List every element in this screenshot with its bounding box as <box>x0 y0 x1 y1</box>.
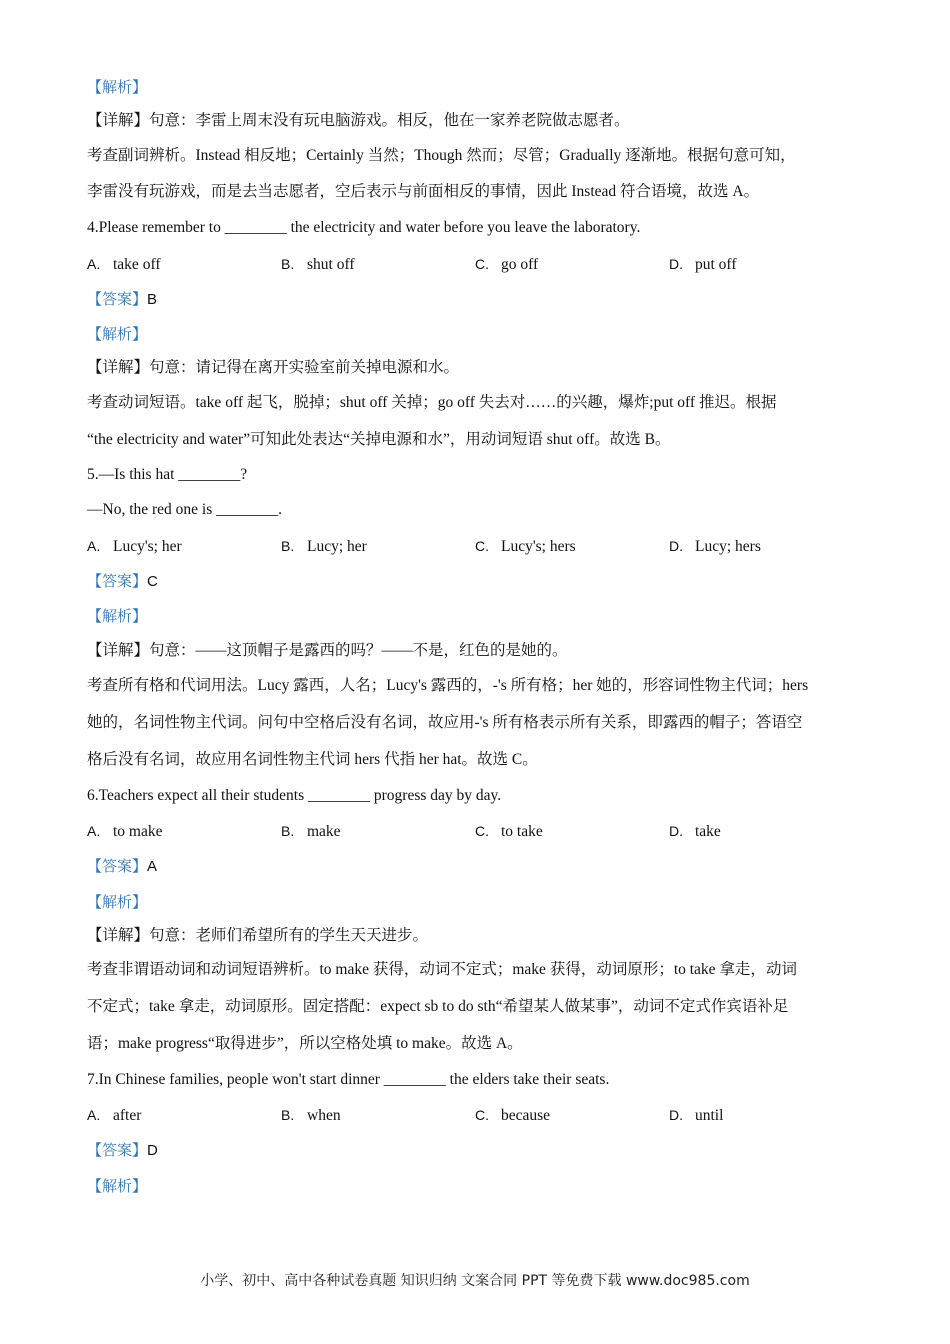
q5-detail: 【详解】句意：——这顶帽子是露西的吗？——不是，红色的是她的。 <box>87 642 568 659</box>
q6-stem: 6.Teachers expect all their students ________ progress day by day. <box>87 787 502 804</box>
q7-option-d: D. until <box>669 1107 724 1124</box>
q7-stem: 7.In Chinese families, people won't start dinner ________ the elders take their seats. <box>87 1071 610 1088</box>
q4-option-d: D. put off <box>669 256 737 273</box>
q4-option-b: B. shut off <box>281 256 355 273</box>
q6-option-b: B. make <box>281 823 341 840</box>
page-footer: 小学、初中、高中各种试卷真题 知识归纳 文案合同 PPT 等免费下载 www.doc985.com <box>200 1273 750 1289</box>
q7-option-a: A. after <box>87 1107 142 1124</box>
q5-analysis-tag: 【解析】 <box>87 607 148 625</box>
q5-stem-2: —No, the red one is ________. <box>87 501 283 518</box>
q5-option-b: B. Lucy; her <box>281 538 367 555</box>
q4-explain-2: “the electricity and water”可知此处表达“关掉电源和水”，用动词短语 shut off。故选 B。 <box>87 431 671 448</box>
q7-answer: 【答案】D <box>87 1141 158 1159</box>
q4-stem: 4.Please remember to ________ the electricity and water before you leave the laboratory. <box>87 219 641 236</box>
q4-option-a: A. take off <box>87 256 161 273</box>
q4-detail: 【详解】句意：请记得在离开实验室前关掉电源和水。 <box>87 359 460 376</box>
q5-stem-1: 5.—Is this hat ________? <box>87 466 248 483</box>
q3-explain-2: 李雷没有玩游戏，而是去当志愿者，空后表示与前面相反的事情，因此 Instead 符合语境，故选 A。 <box>87 183 760 200</box>
q6-option-d: D. take <box>669 823 721 840</box>
q3-detail: 【详解】句意：李雷上周末没有玩电脑游戏。相反，他在一家养老院做志愿者。 <box>87 112 630 129</box>
q4-explain-1: 考查动词短语。take off 起飞，脱掉；shut off 关掉；go off 失去对……的兴趣，爆炸;put off 推迟。根据 <box>87 394 777 411</box>
q7-analysis-tag: 【解析】 <box>87 1177 148 1195</box>
q5-option-a: A. Lucy's; her <box>87 538 182 555</box>
q4-analysis-tag: 【解析】 <box>87 325 148 343</box>
q6-detail: 【详解】句意：老师们希望所有的学生天天进步。 <box>87 927 429 944</box>
q6-explain-1: 考查非谓语动词和动词短语辨析。to make 获得，动词不定式；make 获得，动词原形；to take 拿走，动词 <box>87 961 797 978</box>
q3-explain-1: 考查副词辨析。Instead 相反地；Certainly 当然；Though 然而；尽管；Gradually 逐渐地。根据句意可知， <box>87 147 796 164</box>
q3-analysis-tag: 【解析】 <box>87 78 148 96</box>
q5-answer: 【答案】C <box>87 572 158 590</box>
q5-option-c: C. Lucy's; hers <box>475 538 576 555</box>
q6-option-a: A. to make <box>87 823 163 840</box>
q6-explain-2: 不定式；take 拿走，动词原形。固定搭配：expect sb to do sth“希望某人做某事”，动词不定式作宾语补足 <box>87 998 789 1015</box>
q5-explain-1: 考查所有格和代词用法。Lucy 露西，人名；Lucy's 露西的，-'s 所有格；her 她的，形容词性物主代词；hers <box>87 677 809 694</box>
q5-explain-3: 格后没有名词，故应用名词性物主代词 hers 代指 her hat。故选 C。 <box>87 751 538 768</box>
q5-explain-2: 她的，名词性物主代词。问句中空格后没有名词，故应用-'s 所有格表示所有关系，即露西的帽子；答语空 <box>87 714 803 731</box>
q4-option-c: C. go off <box>475 256 539 273</box>
q6-analysis-tag: 【解析】 <box>87 893 148 911</box>
q4-answer: 【答案】B <box>87 290 158 308</box>
q6-answer: 【答案】A <box>87 857 158 875</box>
q6-option-c: C. to take <box>475 823 543 840</box>
q7-option-b: B. when <box>281 1107 341 1124</box>
q6-explain-3: 语；make progress“取得进步”，所以空格处填 to make。故选 A。 <box>87 1035 523 1052</box>
q5-option-d: D. Lucy; hers <box>669 538 761 555</box>
q7-option-c: C. because <box>475 1107 551 1124</box>
